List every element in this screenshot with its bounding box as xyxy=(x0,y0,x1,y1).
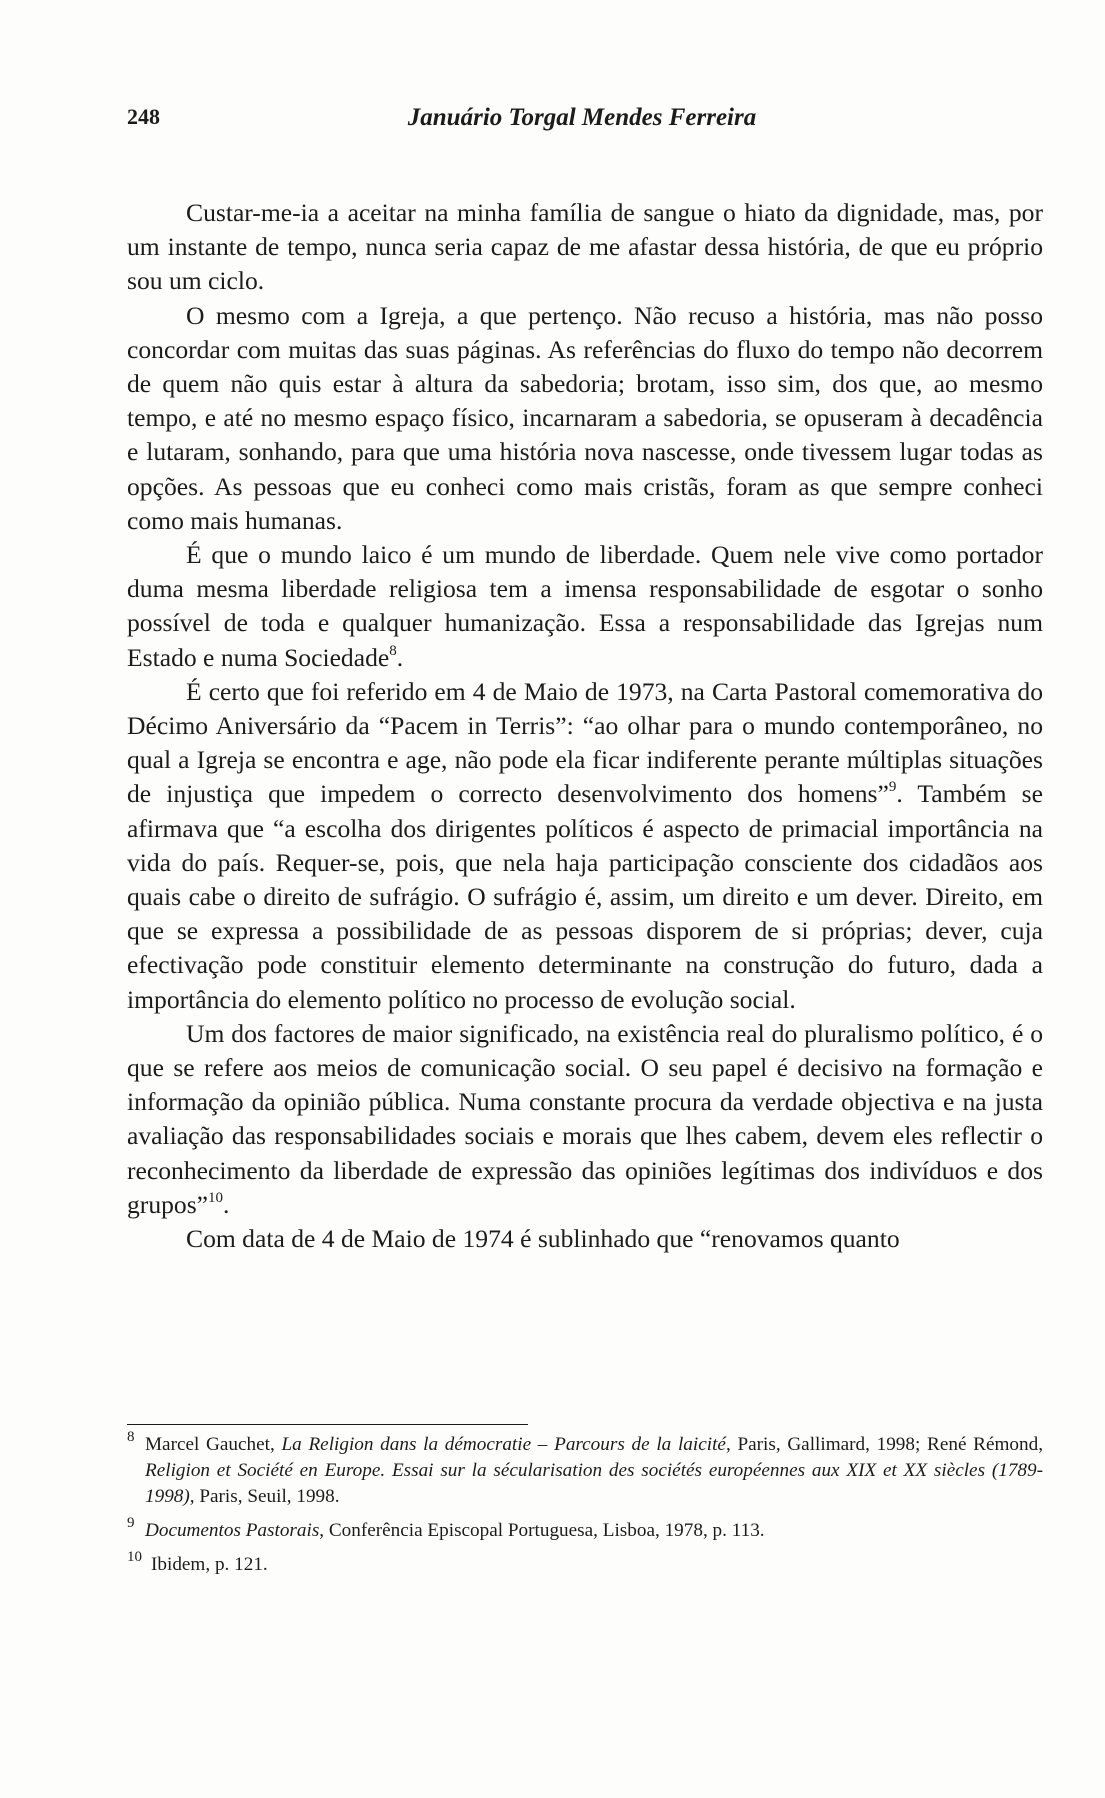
body-text xyxy=(127,196,1043,1256)
footnote-text: , Paris, Gallimard, 1998; René Rémond, xyxy=(725,1434,1043,1455)
paragraph: Com data de 4 de Maio de 1974 é sublinhado que “renovamos quanto xyxy=(186,1224,900,1254)
footnote-title: Religion et Société en Europe. Essai sur la sécularisation des sociétés européennes aux XIX et XX siècles (1789-1998) xyxy=(145,1460,1043,1507)
paragraph-text: É certo que foi referido em 4 de Maio de 1973, na Carta Pastoral comemorativa do Décimo Aniversário da “Pacem in Terris”: “ao olhar para o mundo contemporâneo, no qual a Igreja se encontra e age, não pode ela ficar indiferente perante múltiplas situações de injustiça que impedem o correcto desenvolvimento dos homens” xyxy=(127,676,1043,809)
page-header xyxy=(127,104,1037,140)
footnote-text: Ibidem, p. 121. xyxy=(151,1554,268,1575)
footnote-title: La Religion dans la démocratie – Parcours de la laicité xyxy=(281,1434,726,1455)
footnote-ref: 8 xyxy=(389,642,397,659)
paragraph: Custar-me-ia a aceitar na minha família de sangue o hiato da dignidade, mas, por um instante de tempo, nunca seria capaz de me afastar dessa história, de que eu próprio sou um ciclo. xyxy=(127,198,1043,296)
footnote-ref: 10 xyxy=(208,1189,224,1206)
footnote xyxy=(127,1549,1043,1578)
footnote-number: 9 xyxy=(127,1515,135,1531)
footnote-divider xyxy=(127,1424,528,1425)
footnote-number: 10 xyxy=(127,1549,142,1565)
paragraph-text: . xyxy=(223,1189,230,1219)
running-head: Januário Torgal Mendes Ferreira xyxy=(407,104,757,131)
paragraph-text: É que o mundo laico é um mundo de liberdade. Quem nele vive como portador duma mesma liberdade religiosa tem a imensa responsabilidade de esgotar o sonho possível de toda e qualquer humanização. Essa a responsabilidade das Igrejas num Estado e numa Sociedade xyxy=(127,540,1043,672)
paragraph xyxy=(127,675,1043,1017)
paragraph-text: Um dos factores de maior significado, na existência real do pluralismo político, é o que se refere aos meios de comunicação social. O seu papel é decisivo na formação e informação da opinião pública. Numa constante procura da verdade objectiva e na justa avaliação das responsabilidades sociais e morais que lhes cabem, devem eles reflectir o reconhecimento da liberdade de expressão das opiniões legítimas dos indivíduos e dos grupos” xyxy=(127,1018,1043,1219)
footnote xyxy=(127,1515,1043,1544)
paragraph xyxy=(127,1017,1043,1222)
footnote xyxy=(127,1429,1043,1510)
footnote-text: , Paris, Seuil, 1998. xyxy=(189,1486,340,1507)
paragraph-text: . xyxy=(396,642,404,672)
paragraph xyxy=(127,538,1043,675)
page-number: 248 xyxy=(127,104,160,129)
footnote-number: 8 xyxy=(127,1429,135,1445)
footnote-text: , Conferência Episcopal Portuguesa, Lisboa, 1978, p. 113. xyxy=(319,1520,765,1541)
footnote-title: Documentos Pastorais xyxy=(145,1520,320,1541)
paragraph: O mesmo com a Igreja, a que pertenço. Não recuso a história, mas não posso concordar com muitas das suas páginas. As referências do fluxo do tempo não decorrem de quem não quis estar à altura da sabedoria; brotam, isso sim, dos que, ao mesmo tempo, e até no mesmo espaço físico, incarnaram a sabedoria, se opuseram à decadência e lutaram, sonhando, para que uma história nova nascesse, onde tivessem lugar todas as opções. As pessoas que eu conheci como mais cristãs, foram as que sempre conheci como mais humanas. xyxy=(127,300,1043,535)
footnote-ref: 9 xyxy=(888,779,897,796)
footnotes xyxy=(127,1429,1043,1578)
footnote-text: Marcel Gauchet, xyxy=(145,1434,282,1455)
paragraph-text: . Também se afirmava que “a escolha dos dirigentes políticos é aspecto de primacial importância na vida do país. Requer-se, pois, que nela haja participação consciente dos cidadãos aos quais cabe o direito de sufrágio. O sufrágio é, assim, um direito e um dever. Direito, em que se expressa a possibilidade de as pessoas disporem de si próprias; dever, cuja efectivação pode constituir elemento determinante na construção do futuro, dada a importância do elemento político no processo de evolução social. xyxy=(127,779,1043,1014)
